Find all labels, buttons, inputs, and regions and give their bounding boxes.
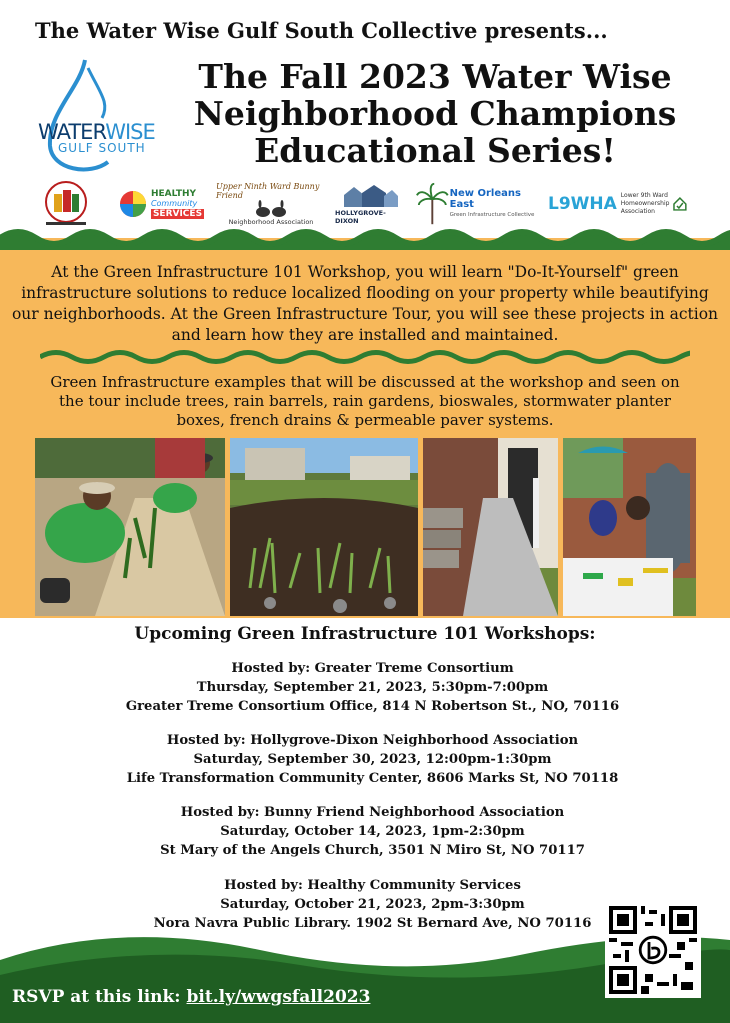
people-planting-image [35,438,225,616]
logo-word-water: WATERWISE [38,120,155,144]
photo-rain-barrel [563,438,696,616]
qr-code[interactable] [605,902,701,998]
house-check-icon [672,196,688,212]
photo-rain-garden [230,438,418,616]
middle-wave-divider [40,348,690,366]
partner-logo-bunny-friend: Upper Ninth Ward Bunny Friend Neighborhood Association [216,182,320,226]
event-date: Saturday, October 21, 2023, 2pm-3:30pm [220,897,525,912]
event-item [0,659,730,716]
partner-logo-new-orleans-east: New Orleans East Green Infrastructure Collective [415,180,545,228]
french-drain-image [423,438,558,616]
page-title: The Fall 2023 Water Wise Neighborhood Champions Educational Series! [193,57,677,170]
rain-barrel-image [563,438,696,616]
bunny-icon [251,200,291,218]
event-date: Thursday, September 21, 2023, 5:30pm-7:00pm [196,680,549,695]
logo-word-region: GULF SOUTH [58,141,146,155]
event-host: Hosted by: Greater Treme Consortium [231,661,514,676]
event-location: St Mary of the Angels Church, 3501 N Miro St, NO 70117 [160,843,585,858]
rsvp-label: RSVP at this link: [12,987,187,1007]
rsvp-link[interactable]: bit.ly/wwgsfall2023 [186,987,371,1007]
partner-logo-hollygrove: HOLLYGROVE-DIXON [335,180,405,228]
examples-paragraph: Green Infrastructure examples that will be discussed at the workshop and seen on the tour include trees, rain barrels, rain gardens, bioswales, stormwater planter boxes, french drains & permeable paver systems. [50,373,680,429]
event-location: Life Transformation Community Center, 8606 Marks St, NO 70118 [126,771,619,786]
event-host: Hosted by: Bunny Friend Neighborhood Association [180,805,565,820]
event-item [0,731,730,788]
event-date: Saturday, October 14, 2023, 1pm-2:30pm [220,824,525,839]
event-location: Greater Treme Consortium Office, 814 N Robertson St., NO, 70116 [125,699,620,714]
treme-consortium-icon [36,180,96,228]
presenter-line: The Water Wise Gulf South Collective presents... [35,18,608,43]
intro-paragraph: At the Green Infrastructure 101 Workshop, you will learn "Do-It-Yourself" green infrastructure solutions to reduce localized flooding on your property while beautifying our neighborhoods. At the Green Infrastructure Tour, you will see these projects in action and learn how they are installed and maintained. [11,263,719,344]
partner-logo-l9wha: L9WHA Lower 9th Ward Homeownership Association [548,180,688,228]
water-drop-icon [30,58,160,178]
partner-logo-healthy: HEALTHY Community SERVICES [116,180,206,228]
palm-tree-icon [415,181,450,227]
water-wise-logo [30,58,160,178]
photo-planting-workshop [35,438,225,616]
partner-logos [30,180,710,230]
partner-logo-treme [30,180,102,228]
rain-garden-image [230,438,418,616]
photo-french-drain [423,438,558,616]
event-date: Saturday, September 30, 2023, 12:00pm-1:30pm [193,752,552,767]
rsvp-line [12,987,370,1007]
healthy-community-icon [118,189,148,219]
workshops-heading: Upcoming Green Infrastructure 101 Workshops: [134,624,596,644]
qr-code-icon [609,906,697,994]
event-host: Hosted by: Healthy Community Services [224,878,521,893]
event-location: Nora Navra Public Library. 1902 St Bernard Ave, NO 70116 [153,916,592,931]
event-host: Hosted by: Hollygrove-Dixon Neighborhood Association [166,733,579,748]
houses-icon [340,183,400,209]
top-wave-divider [0,226,730,250]
event-item [0,803,730,860]
